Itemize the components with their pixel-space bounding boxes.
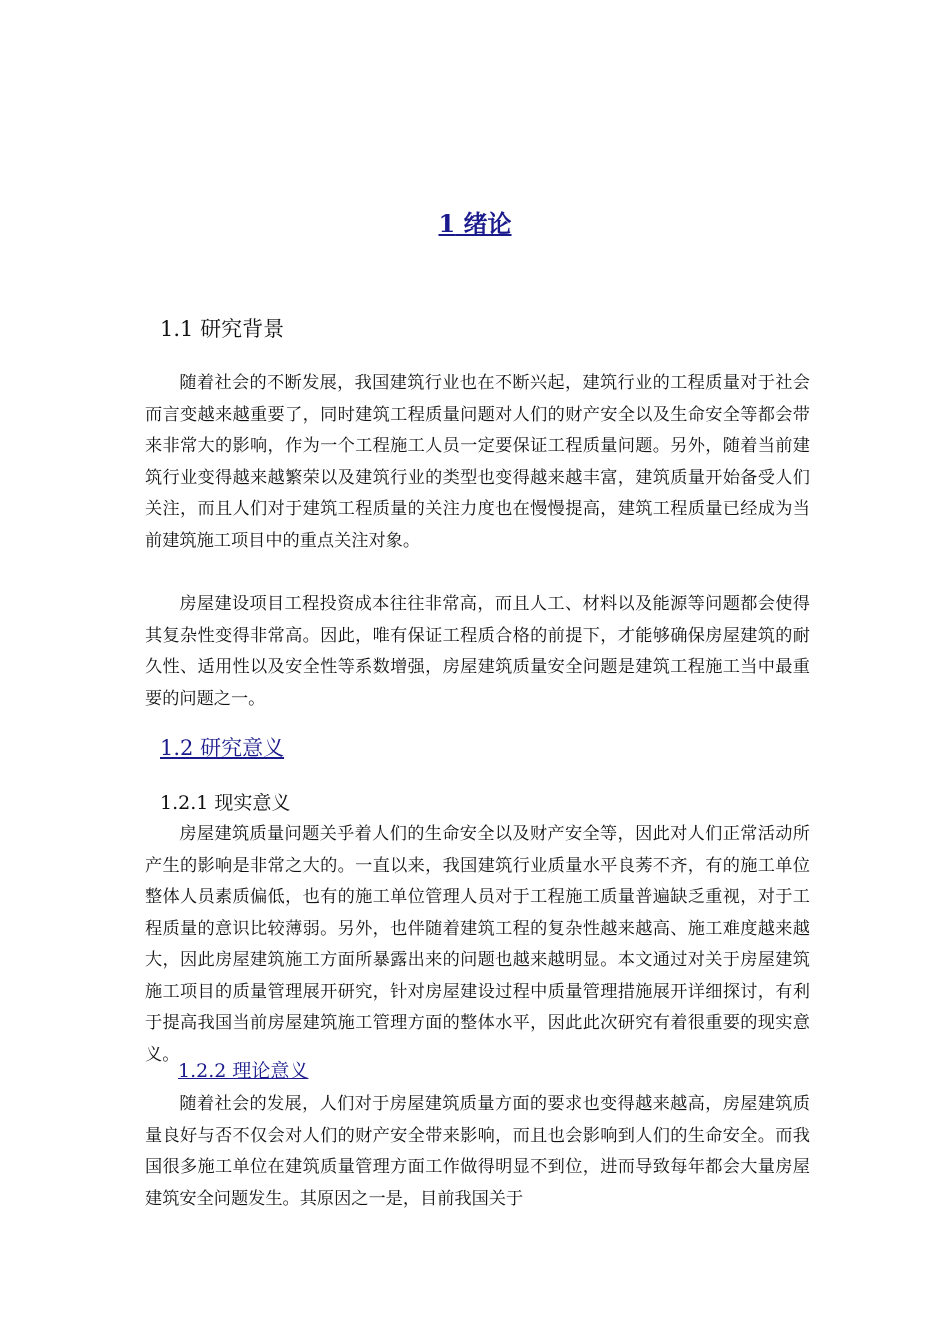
subsection-heading-theoretical-link[interactable]: 1.2.2 理论意义 [178,1060,309,1082]
background-paragraph-2: 房屋建设项目工程投资成本往往非常高，而且人工、材料以及能源等问题都会使得其复杂性变得非常高。因此，唯有保证工程质合格的前提下，才能够确保房屋建筑的耐久性、适用性以及安全性等系数增强，房屋建筑质量安全问题是建筑工程施工当中最重要的问题之一。 [145,594,810,709]
chapter-number: 1 [438,209,456,238]
subsection-heading-practical: 1.2.1 现实意义 [160,792,291,814]
background-paragraph-1: 随着社会的不断发展，我国建筑行业也在不断兴起，建筑行业的工程质量对于社会而言变越来越重要了，同时建筑工程质量问题对人们的财产安全以及生命安全等都会带来非常大的影响，作为一个工程施工人员一定要保证工程质量问题。另外，随着当前建筑行业变得越来越繁荣以及建筑行业的类型也变得越来越丰富，建筑质量开始备受人们关注，而且人们对于建筑工程质量的关注力度也在慢慢提高，建筑工程质量已经成为当前建筑施工项目中的重点关注对象。 [145,373,810,551]
section-heading-significance[interactable] [160,733,284,763]
chapter-name: 绪论 [463,209,512,238]
section-heading-background: 1.1 研究背景 [160,317,285,341]
chapter-title [0,206,950,242]
section-heading-significance-link[interactable]: 1.2 研究意义 [160,736,285,760]
subsection-heading-theoretical[interactable] [178,1057,308,1085]
chapter-title-link[interactable] [438,209,511,238]
practical-paragraph: 房屋建筑质量问题关乎着人们的生命安全以及财产安全等，因此对人们正常活动所产生的影响是非常之大的。一直以来，我国建筑行业质量水平良莠不齐，有的施工单位整体人员素质偏低，也有的施工单位管理人员对于工程施工质量普遍缺乏重视，对于工程质量的意识比较薄弱。另外，也伴随着建筑工程的复杂性越来越高、施工难度越来越大，因此房屋建筑施工方面所暴露出来的问题也越来越明显。本文通过对关于房屋建筑施工项目的质量管理展开研究，针对房屋建设过程中质量管理措施展开详细探讨，有利于提高我国当前房屋建筑施工管理方面的整体水平，因此此次研究有着很重要的现实意义。 [145,824,810,1065]
theoretical-paragraph: 随着社会的发展，人们对于房屋建筑质量方面的要求也变得越来越高，房屋建筑质量良好与否不仅会对人们的财产安全带来影响，而且也会影响到人们的生命安全。而我国很多施工单位在建筑质量管理方面工作做得明显不到位，进而导致每年都会大量房屋建筑安全问题发生。其原因之一是，目前我国关于 [145,1094,810,1209]
